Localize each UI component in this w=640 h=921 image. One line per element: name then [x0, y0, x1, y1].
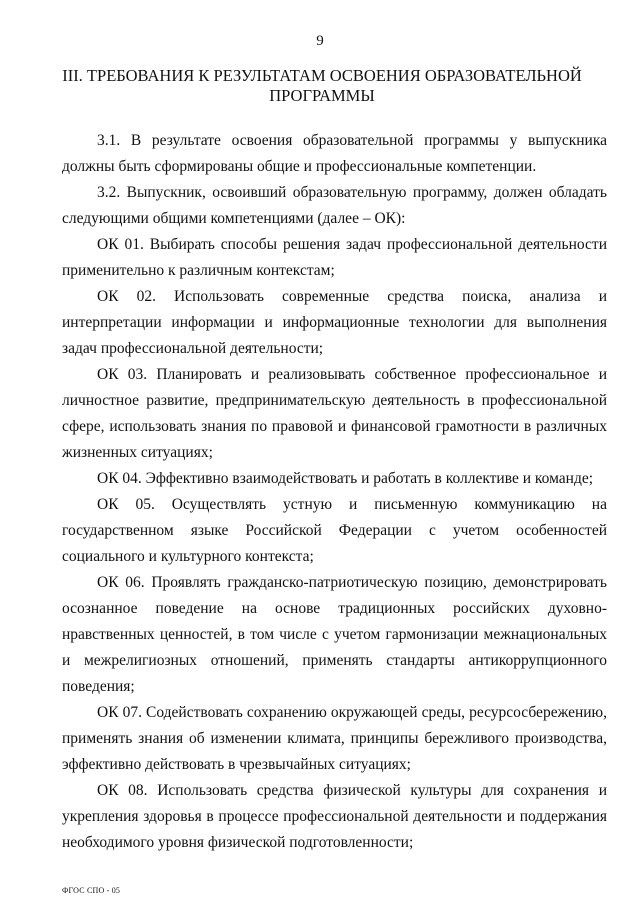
page-footer: ФГОС СПО - 05	[62, 886, 121, 895]
paragraph-3-2: 3.2. Выпускник, освоивший образовательную программу, должен обладать следующими общими компетенциями (далее – ОК):	[62, 184, 607, 227]
paragraph-3-1: 3.1. В результате освоения образовательной программы у выпускника должны быть сформированы общие и профессиональные компетенции.	[62, 132, 607, 175]
page-number: 9	[316, 33, 324, 49]
competency-ok-05: ОК 05. Осуществлять устную и письменную коммуникацию на государственном языке Российской Федерации с учетом особенностей социального и культурного контекста;	[62, 496, 607, 565]
competency-ok-07: ОК 07. Содействовать сохранению окружающей среды, ресурсосбережению, применять знания об изменении климата, принципы бережливого производства, эффективно действовать в чрезвычайных ситуациях;	[62, 704, 607, 773]
document-body	[62, 128, 607, 856]
competency-ok-08: ОК 08. Использовать средства физической культуры для сохранения и укрепления здоровья в процессе профессиональной деятельности и поддержания необходимого уровня физической подготовленности;	[62, 782, 607, 851]
competency-ok-03: ОК 03. Планировать и реализовывать собственное профессиональное и личностное развитие, предпринимательскую деятельность в профессиональной сфере, использовать знания по правовой и финансовой грамотности в различных жизненных ситуациях;	[62, 366, 607, 461]
competency-ok-04: ОК 04. Эффективно взаимодействовать и работать в коллективе и команде;	[97, 470, 594, 487]
section-heading: III. ТРЕБОВАНИЯ К РЕЗУЛЬТАТАМ ОСВОЕНИЯ ОБРАЗОВАТЕЛЬНОЙ ПРОГРАММЫ	[62, 66, 582, 105]
competency-ok-02: ОК 02. Использовать современные средства поиска, анализа и интерпретации информации и информационные технологии для выполнения задач профессиональной деятельности;	[62, 288, 607, 357]
competency-ok-06: ОК 06. Проявлять гражданско-патриотическую позицию, демонстрировать осознанное поведение на основе традиционных российских духовно-нравственных ценностей, в том числе с учетом гармонизации межнациональных и межрелигиозных отношений, применять стандарты антикоррупционного поведения;	[62, 574, 607, 695]
competency-ok-01: ОК 01. Выбирать способы решения задач профессиональной деятельности применительно к различным контекстам;	[62, 236, 607, 279]
